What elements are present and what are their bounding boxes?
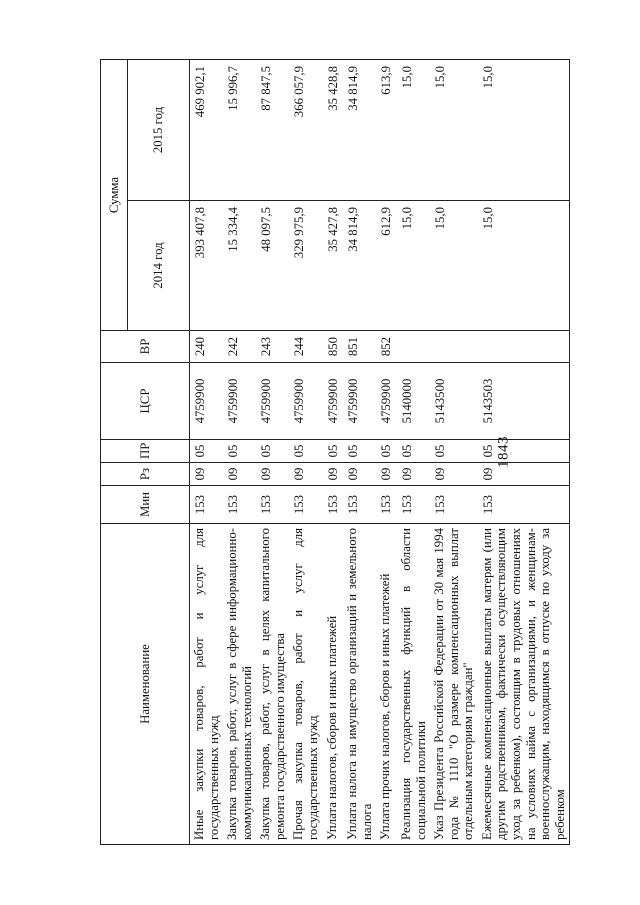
row-2014: 329 975,9 <box>289 201 322 331</box>
rotated-table-container <box>100 60 567 845</box>
row-pr: 05 <box>289 440 322 463</box>
row-vr: 850 <box>323 331 344 363</box>
row-vr: 242 <box>223 331 256 363</box>
row-2014: 15,0 <box>478 201 570 331</box>
row-vr <box>397 331 430 363</box>
row-rz: 09 <box>223 463 256 486</box>
row-2015: 34 814,9 <box>343 60 376 201</box>
row-name: Уплата налога на имущество организаций и земельного налога <box>343 524 376 845</box>
row-csr: 4759900 <box>223 363 256 440</box>
row-2015: 15 996,7 <box>223 60 256 201</box>
row-csr: 5140000 <box>397 363 430 440</box>
row-2014: 35 427,8 <box>323 201 344 331</box>
row-rz: 09 <box>256 463 289 486</box>
row-csr: 5143500 <box>430 363 478 440</box>
header-pr: ПР <box>101 440 190 463</box>
row-min: 153 <box>223 486 256 524</box>
row-rz: 09 <box>376 463 397 486</box>
row-min: 153 <box>256 486 289 524</box>
row-name: Ежемесячные компенсационные выплаты матерям (или другим родственникам, фактически осуществляющим уход за ребенком), состоящим в трудовых отношениях на условиях найма с организациями, и женщинам-военнослужащим, находящимся в отпуске по уходу за ребенком <box>478 524 570 845</box>
header-vr: ВР <box>101 331 190 363</box>
row-vr: 851 <box>343 331 376 363</box>
header-name: Наименование <box>101 524 190 845</box>
page-number: 1843 <box>495 436 512 468</box>
header-min: Мин <box>101 486 190 524</box>
row-vr <box>478 331 570 363</box>
row-2015: 35 428,8 <box>323 60 344 201</box>
row-min: 153 <box>190 486 224 524</box>
row-csr: 4759900 <box>343 363 376 440</box>
row-vr: 244 <box>289 331 322 363</box>
row-2015: 366 057,9 <box>289 60 322 201</box>
row-2015: 613,9 <box>376 60 397 201</box>
table-row <box>397 60 430 845</box>
table-row <box>323 60 344 845</box>
row-name: Иные закупки товаров, работ и услуг для государственных нужд <box>190 524 224 845</box>
row-pr: 05 <box>376 440 397 463</box>
row-2015: 469 902,1 <box>190 60 224 201</box>
row-rz: 09 <box>343 463 376 486</box>
row-2015: 15,0 <box>430 60 478 201</box>
row-min: 153 <box>343 486 376 524</box>
row-2014: 15,0 <box>397 201 430 331</box>
table-row <box>478 60 570 845</box>
row-vr: 240 <box>190 331 224 363</box>
row-pr: 05 <box>190 440 224 463</box>
row-2014: 48 097,5 <box>256 201 289 331</box>
row-min: 153 <box>323 486 344 524</box>
table-row <box>256 60 289 845</box>
row-2014: 612,9 <box>376 201 397 331</box>
row-pr: 05 <box>430 440 478 463</box>
row-rz: 09 <box>289 463 322 486</box>
row-2015: 15,0 <box>478 60 570 201</box>
row-name: Уплата прочих налогов, сборов и иных платежей <box>376 524 397 845</box>
row-min: 153 <box>289 486 322 524</box>
row-name: Закупка товаров, работ, услуг в целях капитального ремонта государственного имущества <box>256 524 289 845</box>
row-name: Закупка товаров, работ, услуг в сфере информационно-коммуникационных технологий <box>223 524 256 845</box>
budget-table <box>100 59 570 845</box>
header-row <box>101 60 128 845</box>
row-rz: 09 <box>430 463 478 486</box>
table-row <box>430 60 478 845</box>
row-vr: 243 <box>256 331 289 363</box>
row-name: Реализация государственных функций в области социальной политики <box>397 524 430 845</box>
header-csr: ЦСР <box>101 363 190 440</box>
header-rz: Рз <box>101 463 190 486</box>
table-row <box>223 60 256 845</box>
row-2015: 87 847,5 <box>256 60 289 201</box>
row-pr: 05 <box>323 440 344 463</box>
row-2014: 15 334,4 <box>223 201 256 331</box>
table-row <box>343 60 376 845</box>
row-name: Прочая закупка товаров, работ и услуг для государственных нужд <box>289 524 322 845</box>
row-csr: 4759900 <box>376 363 397 440</box>
row-pr: 05 <box>223 440 256 463</box>
row-2015: 15,0 <box>397 60 430 201</box>
row-vr: 852 <box>376 331 397 363</box>
row-rz: 09 <box>323 463 344 486</box>
row-csr: 4759900 <box>323 363 344 440</box>
table-row <box>376 60 397 845</box>
header-2015: 2015 год <box>128 60 190 201</box>
table-row <box>190 60 224 845</box>
row-pr: 05 <box>343 440 376 463</box>
row-csr: 4759900 <box>289 363 322 440</box>
row-rz: 09 <box>397 463 430 486</box>
row-rz: 09 <box>478 463 570 486</box>
row-rz: 09 <box>190 463 224 486</box>
row-2014: 34 814,9 <box>343 201 376 331</box>
row-name: Уплата налогов, сборов и иных платежей <box>323 524 344 845</box>
row-min: 153 <box>376 486 397 524</box>
row-csr: 4759900 <box>190 363 224 440</box>
row-min: 153 <box>430 486 478 524</box>
table-row <box>289 60 322 845</box>
row-2014: 393 407,8 <box>190 201 224 331</box>
row-vr <box>430 331 478 363</box>
row-pr: 05 <box>397 440 430 463</box>
header-sum: Сумма <box>101 60 128 331</box>
row-csr: 5143503 <box>478 363 570 440</box>
header-2014: 2014 год <box>128 201 190 331</box>
row-min: 153 <box>478 486 570 524</box>
row-pr: 05 <box>478 440 570 463</box>
row-2014: 15,0 <box>430 201 478 331</box>
row-pr: 05 <box>256 440 289 463</box>
row-min: 153 <box>397 486 430 524</box>
row-name: Указ Президента Российской Федерации от 30 мая 1994 года № 1110 "О размере компенсационных выплат отдельным категориям граждан" <box>430 524 478 845</box>
row-csr: 4759900 <box>256 363 289 440</box>
